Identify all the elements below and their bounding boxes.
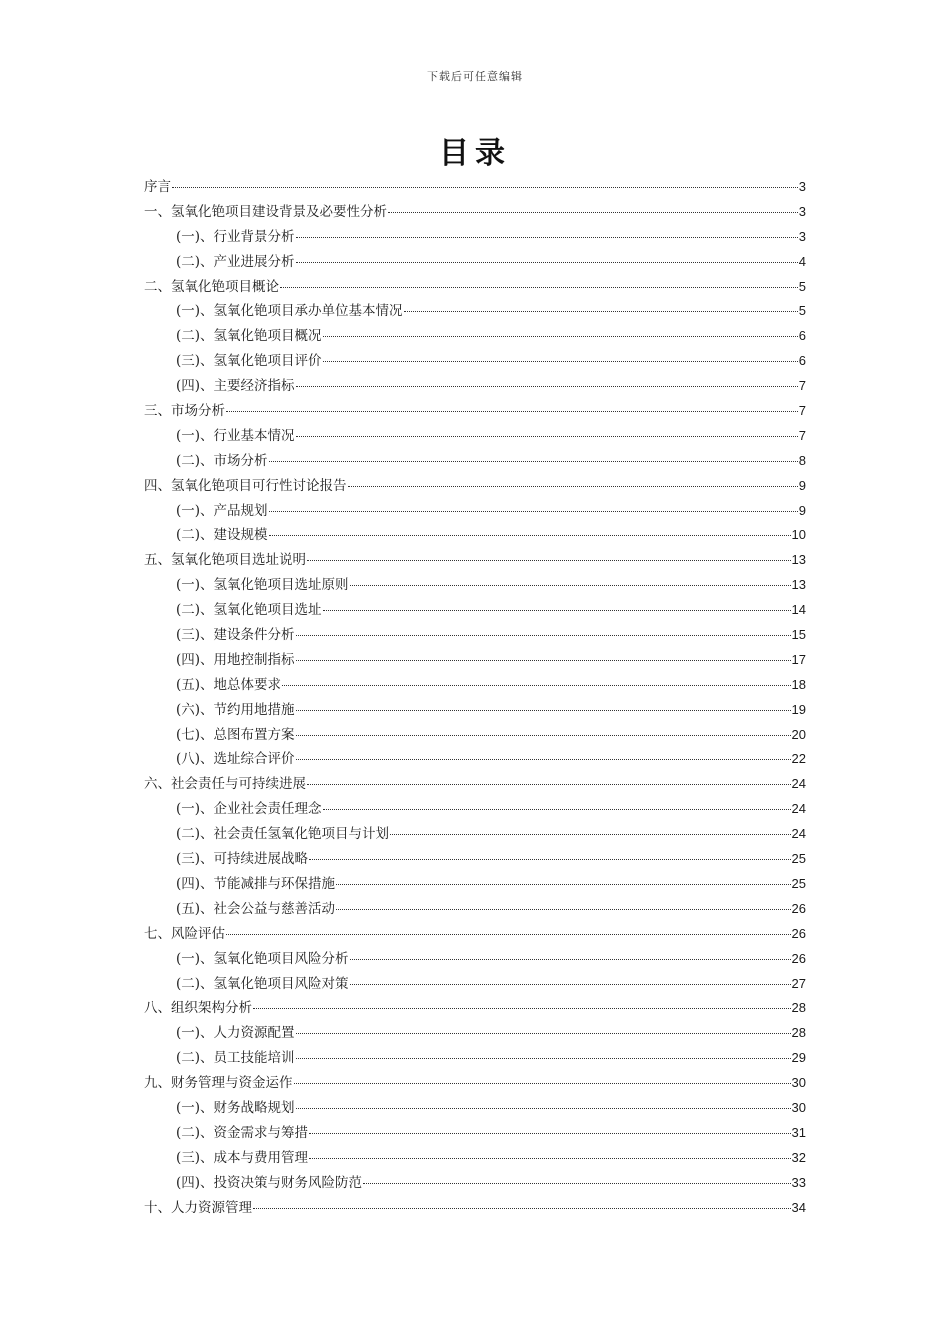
toc-dot-leader <box>388 204 798 213</box>
toc-entry-page-number: 19 <box>791 701 806 717</box>
toc-entry-label: (五)、地总体要求 <box>176 676 282 693</box>
toc-entry[interactable] <box>144 424 806 449</box>
toc-dot-leader <box>390 826 790 835</box>
toc-entry[interactable] <box>144 598 806 623</box>
toc-entry-page-number: 8 <box>798 452 806 468</box>
toc-entry[interactable] <box>144 1096 806 1121</box>
toc-dot-leader <box>296 1050 791 1059</box>
toc-entry-label: (二)、社会责任氢氧化铯项目与计划 <box>176 826 390 843</box>
toc-dot-leader <box>269 527 791 536</box>
toc-entry[interactable] <box>144 1196 806 1221</box>
toc-dot-leader <box>226 926 791 935</box>
toc-entry-label: (一)、财务战略规划 <box>176 1099 295 1116</box>
toc-entry[interactable] <box>144 872 806 897</box>
toc-dot-leader <box>336 876 790 885</box>
toc-dot-leader <box>323 801 791 810</box>
toc-entry-label: (四)、用地控制指标 <box>176 651 295 668</box>
toc-entry-page-number: 15 <box>791 627 806 643</box>
toc-dot-leader <box>350 951 791 960</box>
toc-entry-page-number: 7 <box>798 378 806 394</box>
toc-entry-label: 一、氢氧化铯项目建设背景及必要性分析 <box>144 203 387 220</box>
toc-entry-page-number: 28 <box>791 1025 806 1041</box>
toc-dot-leader <box>404 303 798 312</box>
toc-entry[interactable] <box>144 200 806 225</box>
toc-entry[interactable] <box>144 1021 806 1046</box>
toc-entry[interactable] <box>144 673 806 698</box>
toc-entry-page-number: 18 <box>791 676 806 692</box>
toc-entry-label: (一)、人力资源配置 <box>176 1025 295 1042</box>
toc-dot-leader <box>350 976 791 985</box>
toc-dot-leader <box>296 702 791 711</box>
toc-entry-page-number: 26 <box>791 900 806 916</box>
toc-entry-page-number: 31 <box>791 1124 806 1140</box>
toc-entry-page-number: 3 <box>798 179 806 194</box>
toc-entry-page-number: 5 <box>798 278 806 294</box>
toc-entry-label: (四)、节能减排与环保措施 <box>176 875 336 892</box>
toc-entry[interactable] <box>144 250 806 275</box>
toc-entry-page-number: 13 <box>791 577 806 593</box>
toc-entry[interactable] <box>144 996 806 1021</box>
toc-entry[interactable] <box>144 1071 806 1096</box>
toc-entry-label: (一)、行业基本情况 <box>176 427 295 444</box>
toc-entry-page-number: 28 <box>791 1000 806 1016</box>
toc-entry[interactable] <box>144 175 806 200</box>
toc-entry-page-number: 25 <box>791 875 806 891</box>
toc-entry-label: (四)、主要经济指标 <box>176 378 295 395</box>
toc-entry-page-number: 10 <box>791 527 806 543</box>
toc-entry[interactable] <box>144 474 806 499</box>
toc-entry[interactable] <box>144 1121 806 1146</box>
toc-entry-label: 七、风险评估 <box>144 925 225 942</box>
toc-entry-page-number: 25 <box>791 851 806 867</box>
toc-dot-leader <box>294 1075 791 1084</box>
toc-entry[interactable] <box>144 523 806 548</box>
toc-dot-leader <box>296 627 791 636</box>
toc-dot-leader <box>172 179 798 188</box>
toc-entry-label: 序言 <box>144 179 171 195</box>
header-note: 下载后可任意编辑 <box>427 70 523 83</box>
toc-entry-page-number: 24 <box>791 776 806 792</box>
toc-dot-leader <box>296 378 798 387</box>
toc-dot-leader <box>336 901 790 910</box>
toc-entry-page-number: 7 <box>798 403 806 419</box>
toc-entry[interactable] <box>144 548 806 573</box>
toc-entry-label: (六)、节约用地措施 <box>176 701 295 718</box>
toc-entry-label: (二)、氢氧化铯项目选址 <box>176 602 322 619</box>
toc-dot-leader <box>348 478 798 487</box>
toc-entry-page-number: 6 <box>798 353 806 369</box>
toc-dot-leader <box>350 577 791 586</box>
toc-dot-leader <box>282 677 790 686</box>
toc-entry[interactable] <box>144 772 806 797</box>
toc-entry-page-number: 4 <box>798 253 806 269</box>
toc-entry[interactable] <box>144 299 806 324</box>
toc-entry-label: (五)、社会公益与慈善活动 <box>176 900 336 917</box>
toc-entry-page-number: 5 <box>798 303 806 319</box>
toc-dot-leader <box>323 353 798 362</box>
toc-entry-page-number: 33 <box>791 1174 806 1190</box>
toc-entry[interactable] <box>144 399 806 424</box>
toc-entry-label: (一)、氢氧化铯项目选址原则 <box>176 577 349 594</box>
toc-dot-leader <box>296 428 798 437</box>
toc-entry-page-number: 26 <box>791 925 806 941</box>
toc-entry[interactable] <box>144 897 806 922</box>
toc-entry[interactable] <box>144 922 806 947</box>
toc-entry-page-number: 24 <box>791 801 806 817</box>
toc-dot-leader <box>253 1200 791 1209</box>
toc-dot-leader <box>296 229 798 238</box>
toc-dot-leader <box>307 552 791 561</box>
toc-entry-page-number: 30 <box>791 1099 806 1115</box>
toc-entry-label: (二)、员工技能培训 <box>176 1050 295 1067</box>
toc-entry-page-number: 30 <box>791 1075 806 1091</box>
toc-dot-leader <box>296 1100 791 1109</box>
toc-entry[interactable] <box>144 623 806 648</box>
toc-entry-page-number: 3 <box>798 203 806 219</box>
toc-entry-label: (三)、氢氧化铯项目评价 <box>176 353 322 370</box>
toc-dot-leader <box>226 403 798 412</box>
toc-entry-label: (一)、氢氧化铯项目风险分析 <box>176 950 349 967</box>
toc-entry[interactable] <box>144 275 806 300</box>
toc-entry-page-number: 17 <box>791 651 806 667</box>
toc-dot-leader <box>296 1025 791 1034</box>
toc-entry-label: (四)、投资决策与财务风险防范 <box>176 1174 363 1191</box>
toc-entry[interactable] <box>144 324 806 349</box>
toc-entry-label: (二)、建设规模 <box>176 527 268 544</box>
toc-entry-page-number: 24 <box>791 826 806 842</box>
toc-entry-label: (二)、资金需求与筹措 <box>176 1124 309 1141</box>
toc-entry-label: (一)、行业背景分析 <box>176 228 295 245</box>
toc-entry-label: 六、社会责任与可持续进展 <box>144 776 306 793</box>
toc-dot-leader <box>309 1150 790 1159</box>
toc-entry-label: (二)、产业进展分析 <box>176 253 295 270</box>
toc-dot-leader <box>296 727 791 736</box>
toc-entry-label: (一)、氢氧化铯项目承办单位基本情况 <box>176 303 403 320</box>
toc-entry-page-number: 13 <box>791 552 806 568</box>
toc-entry-label: (二)、氢氧化铯项目风险对策 <box>176 975 349 992</box>
toc-entry[interactable] <box>144 972 806 997</box>
toc-entry-page-number: 14 <box>791 602 806 618</box>
toc-entry-label: (八)、选址综合评价 <box>176 751 295 768</box>
toc-entry-label: 九、财务管理与资金运作 <box>144 1075 293 1092</box>
toc-entry-label: (三)、成本与费用管理 <box>176 1149 309 1166</box>
toc-dot-leader <box>309 1125 790 1134</box>
toc-entry-page-number: 9 <box>798 502 806 518</box>
toc-entry[interactable] <box>144 698 806 723</box>
toc-entry-page-number: 22 <box>791 751 806 767</box>
toc-entry-label: 二、氢氧化铯项目概论 <box>144 278 279 295</box>
toc-entry-page-number: 9 <box>798 477 806 493</box>
toc-entry-label: 三、市场分析 <box>144 403 225 420</box>
toc-entry[interactable] <box>144 747 806 772</box>
toc-dot-leader <box>296 254 798 263</box>
toc-entry[interactable] <box>144 648 806 673</box>
toc-entry-label: (二)、市场分析 <box>176 452 268 469</box>
toc-entry[interactable] <box>144 723 806 748</box>
toc-entry[interactable] <box>144 449 806 474</box>
toc-entry-page-number: 29 <box>791 1050 806 1066</box>
toc-entry[interactable] <box>144 947 806 972</box>
toc-entry-label: 八、组织架构分析 <box>144 1000 252 1017</box>
toc-entry-label: (一)、产品规划 <box>176 502 268 519</box>
toc-entry[interactable] <box>144 797 806 822</box>
toc-entry-label: (七)、总图布置方案 <box>176 726 295 743</box>
toc-entry-page-number: 27 <box>791 975 806 991</box>
toc-entry-label: 四、氢氧化铯项目可行性讨论报告 <box>144 477 347 494</box>
toc-entry[interactable] <box>144 349 806 374</box>
toc-entry[interactable] <box>144 573 806 598</box>
toc-entry[interactable] <box>144 374 806 399</box>
toc-entry-label: 十、人力资源管理 <box>144 1199 252 1216</box>
toc-entry-label: (二)、氢氧化铯项目概况 <box>176 328 322 345</box>
toc-entry[interactable] <box>144 1171 806 1196</box>
toc-entry[interactable] <box>144 225 806 250</box>
toc-entry-page-number: 34 <box>791 1199 806 1215</box>
toc-dot-leader <box>307 776 791 785</box>
toc-entry[interactable] <box>144 499 806 524</box>
toc-entry-label: (一)、企业社会责任理念 <box>176 801 322 818</box>
toc-dot-leader <box>296 751 791 760</box>
toc-dot-leader <box>323 602 791 611</box>
toc-dot-leader <box>363 1175 790 1184</box>
toc-entry[interactable] <box>144 1146 806 1171</box>
toc-entry[interactable] <box>144 822 806 847</box>
toc-entry-page-number: 6 <box>798 328 806 344</box>
toc-entry-label: (三)、建设条件分析 <box>176 627 295 644</box>
table-of-contents <box>144 175 806 1220</box>
toc-title: 目录 <box>439 136 511 171</box>
toc-dot-leader <box>253 1000 791 1009</box>
toc-entry-page-number: 26 <box>791 950 806 966</box>
toc-entry-page-number: 3 <box>798 228 806 244</box>
toc-entry-page-number: 32 <box>791 1149 806 1165</box>
toc-entry[interactable] <box>144 1046 806 1071</box>
toc-dot-leader <box>323 328 798 337</box>
toc-dot-leader <box>309 851 790 860</box>
toc-dot-leader <box>269 503 798 512</box>
toc-dot-leader <box>280 279 798 288</box>
toc-entry-label: 五、氢氧化铯项目选址说明 <box>144 552 306 569</box>
toc-dot-leader <box>296 652 791 661</box>
toc-entry[interactable] <box>144 847 806 872</box>
toc-entry-page-number: 7 <box>798 427 806 443</box>
toc-dot-leader <box>269 453 798 462</box>
toc-entry-page-number: 20 <box>791 726 806 742</box>
toc-entry-label: (三)、可持续进展战略 <box>176 851 309 868</box>
